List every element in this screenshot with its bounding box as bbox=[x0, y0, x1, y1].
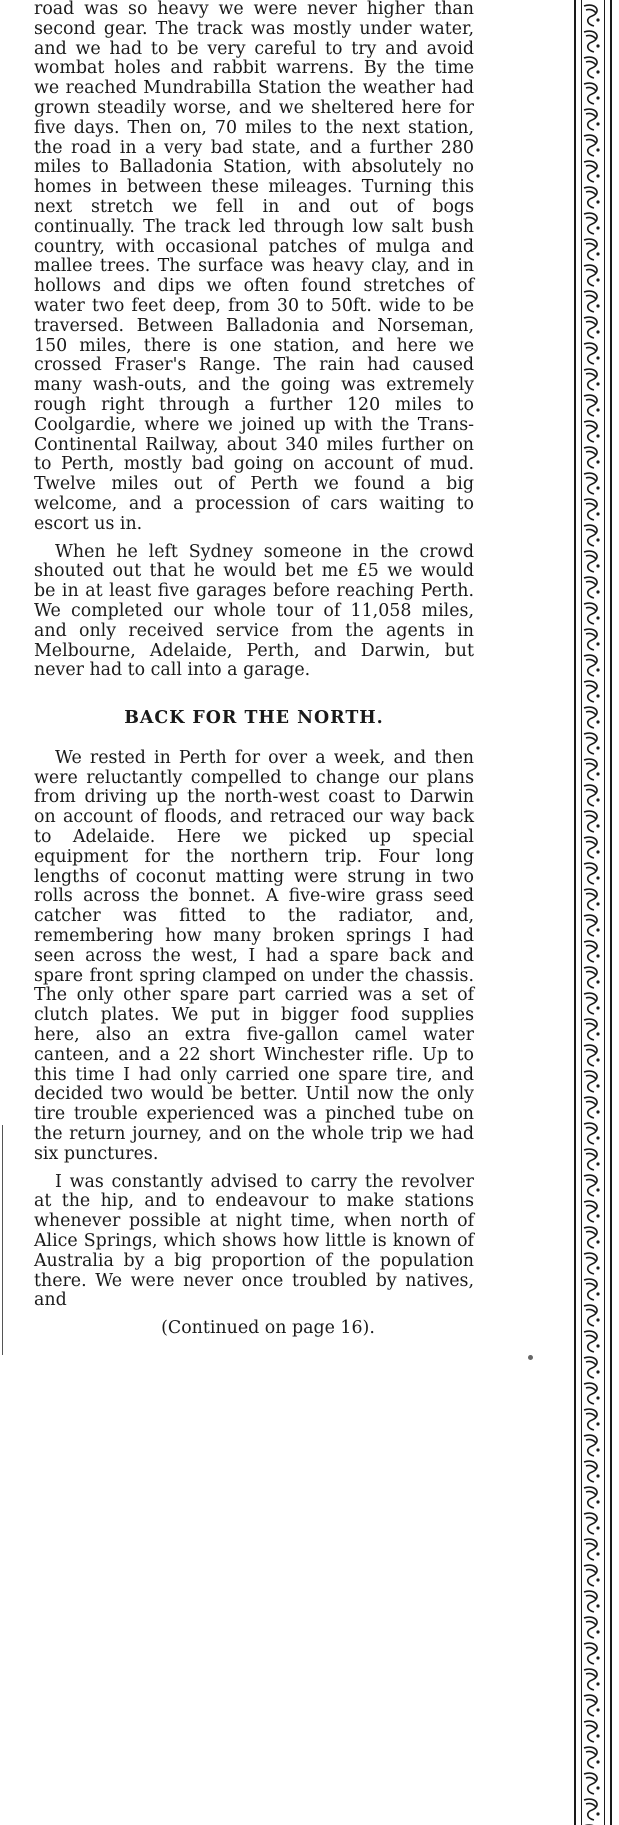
scroll-motif bbox=[584, 1435, 597, 1456]
scroll-dot bbox=[596, 1760, 599, 1763]
scroll-dot bbox=[596, 1604, 599, 1607]
paragraph-3: We rested in Perth for over a week, and then were reluctantly compelled to change our plans from driving up the north-west coast to Darwin on account of floods, and retraced our way back to Adelaide. Here we picked up special equipment for the northern trip. Four long lengths of coconut matting were strung in two rolls across the bonnet. A five-wire grass seed catcher was fitted to the radiator, and, remembering how many broken springs I had seen across the west, I had a spare back and spare front spring clamped on under the chassis. The only other spare part carried was a set of clutch plates. We put in bigger food supplies here, also an extra five-gallon camel water canteen, and a 22 short Winchester rifle. Up to this time I had only carried one spare tire, and decided two would be better. Until now the only tire trouble experienced was a pinched tube on the return journey, and on the whole trip we had six punctures. bbox=[34, 747, 474, 1164]
scroll-dot bbox=[596, 902, 599, 905]
scroll-dot bbox=[596, 1032, 599, 1035]
scroll-motif bbox=[584, 1643, 597, 1664]
paragraph-4: I was constantly advised to carry the revolver at the hip, and to endeavour to make stations whenever possible at night time, when north of Alice Springs, which shows how little is known of Australia by a big proportion of the population there. We were never once troubled by natives, and bbox=[34, 1171, 474, 1311]
scroll-motif bbox=[584, 915, 597, 936]
scroll-motif bbox=[584, 603, 597, 624]
scroll-motif bbox=[584, 993, 597, 1014]
scroll-dot bbox=[596, 928, 599, 931]
article-column bbox=[34, 0, 474, 1825]
scroll-dot bbox=[596, 668, 599, 671]
scroll-dot bbox=[596, 1058, 599, 1061]
scroll-motif bbox=[584, 5, 597, 26]
scroll-dot bbox=[596, 1500, 599, 1503]
scroll-motif bbox=[584, 421, 597, 442]
scroll-motif bbox=[584, 577, 597, 598]
scroll-dot bbox=[596, 434, 599, 437]
scroll-motif bbox=[584, 109, 597, 130]
scroll-motif bbox=[584, 785, 597, 806]
continued-note: (Continued on page 16). bbox=[161, 1318, 375, 1339]
scroll-dot bbox=[596, 1110, 599, 1113]
scroll-dot bbox=[596, 486, 599, 489]
scroll-motif bbox=[584, 239, 597, 260]
scroll-dot bbox=[596, 1266, 599, 1269]
scroll-dot bbox=[596, 720, 599, 723]
scroll-dot bbox=[596, 304, 599, 307]
scroll-motif bbox=[584, 213, 597, 234]
scroll-motif bbox=[584, 1695, 597, 1716]
scroll-dot bbox=[596, 1344, 599, 1347]
scroll-motif bbox=[584, 1331, 597, 1352]
scroll-dot bbox=[596, 746, 599, 749]
scroll-dot bbox=[596, 1240, 599, 1243]
scroll-motif bbox=[584, 1123, 597, 1144]
scroll-dot bbox=[596, 96, 599, 99]
scroll-motif bbox=[584, 1175, 597, 1196]
scroll-motif bbox=[584, 1773, 597, 1794]
scroll-motif bbox=[584, 811, 597, 832]
scroll-dot bbox=[596, 876, 599, 879]
scroll-dot bbox=[596, 1188, 599, 1191]
scroll-dot bbox=[596, 200, 599, 203]
scroll-motif bbox=[584, 759, 597, 780]
scroll-motif bbox=[584, 447, 597, 468]
scroll-motif bbox=[584, 1149, 597, 1170]
scroll-dot bbox=[596, 1578, 599, 1581]
scroll-dot bbox=[596, 330, 599, 333]
border-rule bbox=[581, 0, 582, 1825]
scroll-dot bbox=[596, 408, 599, 411]
scroll-motif bbox=[584, 525, 597, 546]
scroll-dot bbox=[596, 1214, 599, 1217]
scroll-motif bbox=[584, 369, 597, 390]
scroll-dot bbox=[596, 564, 599, 567]
scroll-dot bbox=[596, 18, 599, 21]
scroll-motif bbox=[584, 941, 597, 962]
scroll-motif bbox=[584, 31, 597, 52]
scroll-dot bbox=[596, 1136, 599, 1139]
scroll-motif bbox=[584, 1383, 597, 1404]
scroll-motif bbox=[584, 1019, 597, 1040]
scroll-motif bbox=[584, 1357, 597, 1378]
scroll-motif bbox=[584, 1279, 597, 1300]
scroll-dot bbox=[596, 1656, 599, 1659]
scroll-motif bbox=[584, 551, 597, 572]
border-rule bbox=[574, 0, 576, 1825]
scroll-dot bbox=[596, 642, 599, 645]
scroll-dot bbox=[596, 460, 599, 463]
scroll-motif bbox=[584, 1253, 597, 1274]
scroll-dot bbox=[596, 850, 599, 853]
scroll-motif bbox=[584, 343, 597, 364]
scroll-dot bbox=[596, 1318, 599, 1321]
section-heading: BACK FOR THE NORTH. bbox=[124, 708, 384, 729]
scroll-motif bbox=[584, 1201, 597, 1222]
scroll-dot bbox=[596, 1630, 599, 1633]
scroll-motif bbox=[584, 1097, 597, 1118]
scroll-dot bbox=[596, 980, 599, 983]
scroll-dot bbox=[596, 1396, 599, 1399]
scroll-motif bbox=[584, 1045, 597, 1066]
scroll-motif bbox=[584, 863, 597, 884]
scroll-motif bbox=[584, 1591, 597, 1612]
scroll-dot bbox=[596, 590, 599, 593]
margin-bracket bbox=[2, 1125, 7, 1355]
scroll-dot bbox=[596, 174, 599, 177]
scroll-motif bbox=[584, 317, 597, 338]
scroll-motif bbox=[584, 499, 597, 520]
border-rule bbox=[604, 0, 605, 1825]
scroll-motif bbox=[584, 1799, 597, 1820]
scroll-dot bbox=[596, 1422, 599, 1425]
scroll-dot bbox=[596, 954, 599, 957]
scroll-dot bbox=[596, 1682, 599, 1685]
paragraph-1: road was so heavy we were never higher than second gear. The track was mostly under water, and we had to be very careful to try and avoid wombat holes and rabbit warrens. By the time we reached Mundrabilla Station the weather had grown steadily worse, and we sheltered here for five days. Then on, 70 miles to the next station, the road in a very bad state, and a further 280 miles to Balladonia Station, with absolutely no homes in between these mileages. Turning this next stretch we fell in and out of bogs continually. The track led through low salt bush country, with occasional patches of mulga and mallee trees. The surface was heavy clay, and in hollows and dips we often found stretches of water two feet deep, from 30 to 50ft. wide to be traversed. Between Balladonia and Norseman, 150 miles, there is one station, and here we crossed Fraser's Range. The rain had caused many wash-outs, and the going was extremely rough right through a further 120 miles to Coolgardie, where we joined up with the Trans-Continental Railway, about 340 miles further on to Perth, mostly bad going on account of mud. Twelve miles out of Perth we found a big welcome, and a procession of cars waiting to escort us in. bbox=[34, 0, 474, 534]
scroll-motif bbox=[584, 707, 597, 728]
scroll-motif bbox=[584, 187, 597, 208]
scroll-dot bbox=[596, 1786, 599, 1789]
scroll-dot bbox=[596, 1162, 599, 1165]
scroll-motif bbox=[584, 1409, 597, 1430]
scroll-motif bbox=[584, 57, 597, 78]
scroll-dot bbox=[596, 278, 599, 281]
scroll-motif bbox=[584, 681, 597, 702]
scroll-motif bbox=[584, 1617, 597, 1638]
scroll-motif bbox=[584, 83, 597, 104]
scroll-motif bbox=[584, 1513, 597, 1534]
scroll-dot bbox=[596, 1708, 599, 1711]
scroll-motif bbox=[584, 1487, 597, 1508]
scroll-dot bbox=[596, 616, 599, 619]
scroll-dot bbox=[596, 1448, 599, 1451]
scroll-motif bbox=[584, 1747, 597, 1768]
scroll-motif bbox=[584, 889, 597, 910]
scroll-motif bbox=[584, 1305, 597, 1326]
scroll-motif bbox=[584, 265, 597, 286]
ornamental-column-rule-icon bbox=[572, 0, 612, 1825]
scroll-dot bbox=[596, 538, 599, 541]
scroll-motif bbox=[584, 967, 597, 988]
scroll-motif bbox=[584, 291, 597, 312]
scroll-motif bbox=[584, 655, 597, 676]
scroll-motif bbox=[584, 1071, 597, 1092]
scroll-motif bbox=[584, 1721, 597, 1742]
scroll-dot bbox=[596, 148, 599, 151]
scroll-motif bbox=[584, 135, 597, 156]
scroll-dot bbox=[596, 122, 599, 125]
scroll-dot bbox=[596, 1006, 599, 1009]
border-rule bbox=[610, 0, 612, 1825]
scroll-dot bbox=[596, 512, 599, 515]
scroll-dot bbox=[596, 226, 599, 229]
scroll-motif bbox=[584, 473, 597, 494]
paragraph-2: When he left Sydney someone in the crowd shouted out that he would bet me £5 we would be in at least five garages before reaching Perth. We completed our whole tour of 11,058 miles, and only received service from the agents in Melbourne, Adelaide, Perth, and Darwin, but never had to call into a garage. bbox=[34, 541, 474, 681]
scroll-dot bbox=[596, 252, 599, 255]
scroll-dot bbox=[596, 1370, 599, 1373]
scroll-dot bbox=[596, 1084, 599, 1087]
scroll-dot bbox=[596, 824, 599, 827]
scroll-dot bbox=[596, 1526, 599, 1529]
scroll-motif bbox=[584, 1461, 597, 1482]
scroll-motif bbox=[584, 837, 597, 858]
scroll-dot bbox=[596, 1734, 599, 1737]
scroll-motif bbox=[584, 1227, 597, 1248]
scroll-motif bbox=[584, 1539, 597, 1560]
scroll-motif bbox=[584, 733, 597, 754]
scroll-dot bbox=[596, 1292, 599, 1295]
scroll-dot bbox=[596, 772, 599, 775]
scroll-dot bbox=[596, 356, 599, 359]
scroll-motif bbox=[584, 1565, 597, 1586]
scroll-dot bbox=[596, 1812, 599, 1815]
scroll-dot bbox=[596, 1474, 599, 1477]
scroll-motif bbox=[584, 629, 597, 650]
scroll-motif bbox=[584, 395, 597, 416]
scroll-dot bbox=[596, 798, 599, 801]
scroll-dot bbox=[596, 70, 599, 73]
scroll-motif bbox=[584, 1669, 597, 1690]
ink-speck bbox=[528, 1355, 533, 1360]
scroll-dot bbox=[596, 382, 599, 385]
scroll-dot bbox=[596, 1552, 599, 1555]
scroll-motif bbox=[584, 161, 597, 182]
scroll-dot bbox=[596, 44, 599, 47]
scroll-dot bbox=[596, 694, 599, 697]
